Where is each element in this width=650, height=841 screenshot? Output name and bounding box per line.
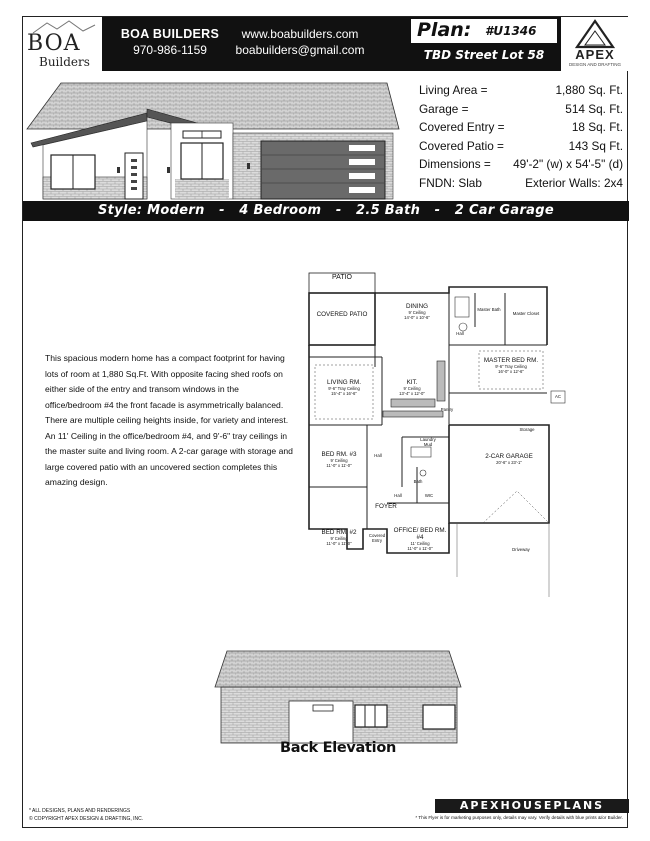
back-elevation-svg bbox=[205, 647, 465, 747]
company-block bbox=[115, 27, 225, 57]
room-ceiling: 11' Ceiling bbox=[410, 541, 430, 546]
spec-dimensions bbox=[419, 157, 623, 176]
style-summary: Style: Modern - 4 Bedroom - 2.5 Bath - 2 Car Garage bbox=[98, 203, 554, 218]
front-elevation-rendering bbox=[23, 71, 407, 201]
spec-exterior-walls: Exterior Walls: 2x4 bbox=[525, 175, 623, 190]
room-master-closet: Master Closet bbox=[512, 311, 540, 316]
room-name-2: Mud bbox=[423, 442, 433, 447]
room-living bbox=[315, 379, 373, 396]
room-name: Laundry bbox=[420, 437, 436, 442]
spec-value: 18 Sq. Ft. bbox=[571, 120, 623, 134]
back-elevation-title: Back Elevation bbox=[279, 740, 397, 756]
driveway: Driveway bbox=[512, 547, 530, 552]
room-hall-1: Hall bbox=[456, 331, 464, 336]
spec-label: Living Area = bbox=[419, 83, 488, 97]
room-ceiling: 9' Ceiling bbox=[330, 458, 348, 463]
room-patio: PATIO bbox=[332, 274, 352, 281]
disclaimer-line-1: * ALL DESIGNS, PLANS AND RENDERINGS bbox=[29, 808, 131, 814]
room-size: 14'-0" x 10'-6" bbox=[404, 315, 430, 320]
logo-main-text: BOA bbox=[27, 31, 81, 56]
room-bed3 bbox=[313, 451, 365, 468]
room-size: 16'-0" x 12'-6" bbox=[498, 369, 524, 374]
boa-builders-logo bbox=[23, 17, 103, 71]
flyer-page bbox=[22, 16, 628, 828]
spec-label: Garage = bbox=[419, 101, 469, 116]
room-bed2 bbox=[313, 529, 365, 546]
room-bath: Bath bbox=[413, 479, 423, 484]
plan-street: TBD Street Lot 58 bbox=[423, 48, 545, 62]
plan-description: This spacious modern home has a compact footprint for having lots of room at 1,880 Sq.Ft. With opposite facing shed roofs on either side of the entry and transom windows in the office/bedroom #4 the front facade is asymmetrically balanced. There are multiple ceiling heights inside, for variety and interest. An 11' Ceiling in the office/bedroom #4, and 9'-6" tray ceilings in the master suite and living room. A 2-car garage with storage and large covered patio with an uncovered section completes this amazing design. bbox=[45, 353, 293, 487]
spec-value: 143 Sq Ft. bbox=[568, 138, 623, 153]
room-kitchen bbox=[387, 379, 437, 396]
room-master-bed bbox=[481, 357, 541, 374]
style-bar bbox=[23, 201, 629, 221]
plan-label: Plan: bbox=[417, 19, 472, 41]
plan-specs bbox=[419, 83, 623, 194]
spec-label: Covered Entry = bbox=[419, 120, 505, 134]
plan-box bbox=[407, 17, 561, 71]
disclaimer-line-2: © COPYRIGHT APEX DESIGN & DRAFTING, INC. bbox=[29, 816, 144, 822]
apex-name: APEX bbox=[575, 47, 615, 62]
spec-foundation-walls bbox=[419, 176, 623, 195]
front-elevation-drawing bbox=[23, 71, 407, 201]
room-name: LIVING RM. bbox=[327, 379, 361, 386]
room-ceiling: 9'-6" Tray Ceiling bbox=[495, 364, 527, 369]
contact-block bbox=[235, 27, 365, 57]
floor-plan bbox=[287, 267, 587, 603]
room-size: 15'-4" x 16'-6" bbox=[331, 391, 357, 396]
room-ceiling: 9' Ceiling bbox=[403, 386, 421, 391]
room-name: BED RM. #3 bbox=[321, 451, 357, 458]
room-covered-entry: Covered Entry bbox=[368, 533, 386, 543]
footer-note: * This Flyer is for marketing purposes only, details may vary. Verify details with blue prints &/or Builder. bbox=[415, 815, 623, 820]
room-ceiling: 9'-6" Tray Ceiling bbox=[328, 386, 360, 391]
room-garage bbox=[477, 453, 541, 465]
spec-value: 49'-2" (w) x 54'-5" (d) bbox=[513, 157, 623, 171]
spec-value: 1,880 Sq. Ft. bbox=[555, 83, 623, 97]
room-office bbox=[393, 527, 447, 551]
spec-covered-patio bbox=[419, 139, 623, 158]
spec-label: Covered Patio = bbox=[419, 138, 504, 153]
room-laundry bbox=[413, 437, 443, 447]
room-size: 20'-6" x 23'-1" bbox=[496, 460, 522, 465]
spec-covered-entry bbox=[419, 120, 623, 139]
spec-garage bbox=[419, 102, 623, 121]
footer-disclaimer bbox=[29, 807, 143, 823]
spec-foundation: FNDN: Slab bbox=[419, 175, 482, 190]
room-foyer: FOYER bbox=[375, 503, 397, 510]
room-name: KIT. bbox=[406, 379, 418, 386]
room-storage: Storage bbox=[519, 427, 535, 432]
room-hall-2: Hall bbox=[374, 453, 382, 458]
ac-unit: AC bbox=[555, 394, 561, 399]
plan-number: #U1346 bbox=[485, 24, 537, 38]
room-name: 2-CAR GARAGE bbox=[485, 453, 533, 460]
room-name: BED RM. #2 bbox=[321, 529, 357, 536]
company-email: boabuilders@gmail.com bbox=[235, 43, 365, 57]
room-ceiling: 9' Ceiling bbox=[408, 310, 426, 315]
room-covered-patio: COVERED PATIO bbox=[316, 311, 368, 318]
spec-living-area bbox=[419, 83, 623, 102]
spec-value: 514 Sq. Ft. bbox=[565, 101, 623, 116]
room-size: 13'-4" x 12'-0" bbox=[399, 391, 425, 396]
logo-sub-text: Builders bbox=[39, 55, 90, 69]
room-size: 11'-0" x 11'-0" bbox=[407, 546, 433, 551]
plan-title-box bbox=[411, 19, 557, 43]
room-master-bath: Master Bath bbox=[477, 307, 501, 312]
company-phone: 970-986-1159 bbox=[133, 43, 207, 57]
header-bar bbox=[23, 17, 629, 71]
room-pantry: Pantry bbox=[440, 407, 454, 412]
company-name: BOA BUILDERS bbox=[120, 27, 220, 41]
spec-label: Dimensions = bbox=[419, 157, 491, 171]
apex-tagline: DESIGN AND DRAFTING bbox=[568, 62, 621, 67]
room-wic: WIC bbox=[424, 493, 434, 498]
back-elevation-drawing bbox=[205, 647, 465, 747]
room-dining bbox=[387, 303, 447, 320]
room-ceiling: 9' Ceiling bbox=[330, 536, 348, 541]
footer-brand: APEXHOUSEPLANS bbox=[435, 799, 629, 813]
room-size: 11'-0" x 11'-0" bbox=[326, 541, 352, 546]
room-size: 11'-0" x 11'-0" bbox=[326, 463, 352, 468]
room-name: OFFICE/ BED RM. #4 bbox=[393, 527, 447, 541]
apex-logo bbox=[561, 17, 629, 71]
room-name: MASTER BED RM. bbox=[483, 357, 539, 364]
room-name: DINING bbox=[405, 303, 429, 310]
company-website: www.boabuilders.com bbox=[241, 27, 359, 41]
room-hall-3: Hall bbox=[394, 493, 402, 498]
